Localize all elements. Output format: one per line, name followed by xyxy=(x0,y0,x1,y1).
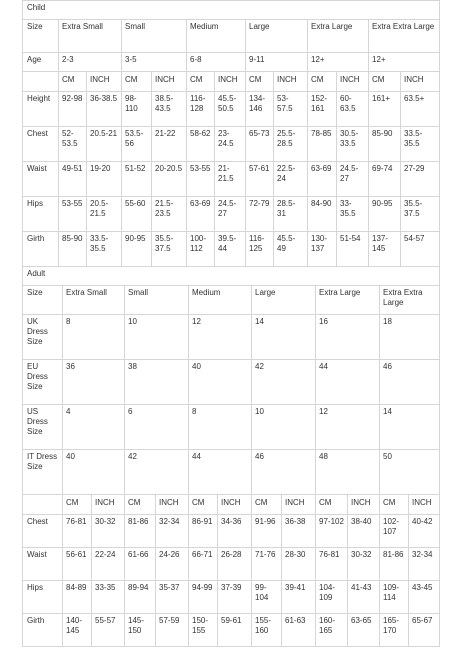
unit-inch: INCH xyxy=(92,495,125,515)
measure-value: 109-114 xyxy=(380,581,409,614)
measure-value: 85-90 xyxy=(369,127,401,162)
adult-measure-row xyxy=(23,581,440,614)
measure-value: 140-145 xyxy=(63,614,92,647)
measure-value: 55-57 xyxy=(92,614,125,647)
child-measure-row xyxy=(23,162,440,197)
measure-value: 69-74 xyxy=(369,162,401,197)
size-header: Small xyxy=(125,286,189,315)
age-cell: 9-11 xyxy=(246,53,308,72)
child-measure-row xyxy=(23,127,440,162)
size-header: Extra Small xyxy=(59,20,122,53)
dress-size-value: 14 xyxy=(252,315,316,360)
measure-value: 78-85 xyxy=(308,127,337,162)
dress-size-label: UK Dress Size xyxy=(23,315,63,360)
measure-value: 86-91 xyxy=(189,515,218,548)
unit-inch: INCH xyxy=(337,72,369,92)
child-measure-row xyxy=(23,92,440,127)
size-label: Size xyxy=(23,20,59,53)
measure-value: 53-57.5 xyxy=(274,92,308,127)
measure-label: Chest xyxy=(23,515,63,548)
measure-value: 165-170 xyxy=(380,614,409,647)
measure-value: 49-51 xyxy=(59,162,87,197)
measure-value: 81-86 xyxy=(380,548,409,581)
measure-label: Waist xyxy=(23,548,63,581)
child-measure-row xyxy=(23,232,440,267)
child-size-table xyxy=(22,0,440,267)
measure-value: 51-54 xyxy=(337,232,369,267)
measure-value: 36-38 xyxy=(282,515,316,548)
measure-value: 76-81 xyxy=(63,515,92,548)
unit-cm: CM xyxy=(380,495,409,515)
measure-value: 32-34 xyxy=(409,548,440,581)
dress-size-value: 50 xyxy=(380,450,440,495)
unit-cm: CM xyxy=(59,72,87,92)
measure-value: 99-104 xyxy=(252,581,282,614)
measure-value: 57-61 xyxy=(246,162,274,197)
dress-size-value: 12 xyxy=(316,405,380,450)
unit-inch: INCH xyxy=(87,72,122,92)
measure-value: 20.5-21.5 xyxy=(87,197,122,232)
measure-value: 22-24 xyxy=(92,548,125,581)
measure-value: 39-41 xyxy=(282,581,316,614)
measure-value: 155-160 xyxy=(252,614,282,647)
adult-size-table xyxy=(22,266,440,647)
measure-value: 61-66 xyxy=(125,548,156,581)
measure-value: 97-102 xyxy=(316,515,348,548)
measure-value: 66-71 xyxy=(189,548,218,581)
age-cell: 6-8 xyxy=(187,53,246,72)
measure-value: 55-60 xyxy=(122,197,152,232)
measure-label: Height xyxy=(23,92,59,127)
measure-value: 54-57 xyxy=(401,232,440,267)
size-header: Medium xyxy=(187,20,246,53)
measure-value: 34-36 xyxy=(218,515,252,548)
measure-value: 53-55 xyxy=(187,162,215,197)
unit-cm: CM xyxy=(125,495,156,515)
size-header: Extra Large xyxy=(316,286,380,315)
dress-size-value: 42 xyxy=(125,450,189,495)
measure-value: 65-73 xyxy=(246,127,274,162)
measure-value: 145-150 xyxy=(125,614,156,647)
unit-cm: CM xyxy=(189,495,218,515)
unit-inch: INCH xyxy=(274,72,308,92)
dress-size-value: 16 xyxy=(316,315,380,360)
adult-unit-row xyxy=(23,495,440,515)
measure-value: 22.5-24 xyxy=(274,162,308,197)
size-header: Extra Large xyxy=(308,20,369,53)
measure-value: 51-52 xyxy=(122,162,152,197)
adult-measure-row xyxy=(23,614,440,647)
measure-value: 53.5-56 xyxy=(122,127,152,162)
measure-value: 30-32 xyxy=(92,515,125,548)
measure-value: 81-86 xyxy=(125,515,156,548)
unit-cm: CM xyxy=(122,72,152,92)
measure-value: 137-145 xyxy=(369,232,401,267)
measure-value: 35-37 xyxy=(156,581,189,614)
measure-value: 104-109 xyxy=(316,581,348,614)
size-chart xyxy=(22,0,439,647)
measure-value: 33-35.5 xyxy=(337,197,369,232)
dress-size-value: 46 xyxy=(252,450,316,495)
measure-value: 30.5-33.5 xyxy=(337,127,369,162)
age-cell: 3-5 xyxy=(122,53,187,72)
dress-size-label: US Dress Size xyxy=(23,405,63,450)
measure-value: 150-155 xyxy=(189,614,218,647)
measure-value: 38-40 xyxy=(348,515,380,548)
measure-value: 90-95 xyxy=(369,197,401,232)
size-header: Large xyxy=(246,20,308,53)
unit-inch: INCH xyxy=(152,72,187,92)
dress-size-value: 36 xyxy=(63,360,125,405)
measure-value: 21.5-23.5 xyxy=(152,197,187,232)
age-label: Age xyxy=(23,53,59,72)
measure-value: 43-45 xyxy=(409,581,440,614)
measure-value: 21-21.5 xyxy=(215,162,246,197)
measure-value: 28.5-31 xyxy=(274,197,308,232)
measure-value: 76-81 xyxy=(316,548,348,581)
size-header: Extra Extra Large xyxy=(380,286,440,315)
measure-value: 100-112 xyxy=(187,232,215,267)
measure-value: 28-30 xyxy=(282,548,316,581)
age-cell: 2-3 xyxy=(59,53,122,72)
unit-cm: CM xyxy=(252,495,282,515)
adult-measure-row xyxy=(23,548,440,581)
measure-value: 35.5-37.5 xyxy=(401,197,440,232)
unit-cm: CM xyxy=(187,72,215,92)
age-cell: 12+ xyxy=(369,53,440,72)
unit-inch: INCH xyxy=(156,495,189,515)
measure-value: 60-63.5 xyxy=(337,92,369,127)
measure-value: 71-76 xyxy=(252,548,282,581)
dress-size-label: EU Dress Size xyxy=(23,360,63,405)
dress-size-value: 4 xyxy=(63,405,125,450)
measure-value: 65-67 xyxy=(409,614,440,647)
measure-value: 30-32 xyxy=(348,548,380,581)
measure-value: 45.5-49 xyxy=(274,232,308,267)
dress-size-value: 14 xyxy=(380,405,440,450)
measure-value: 23-24.5 xyxy=(215,127,246,162)
dress-size-row xyxy=(23,450,440,495)
measure-value: 40-42 xyxy=(409,515,440,548)
unit-cm: CM xyxy=(308,72,337,92)
measure-value: 63-69 xyxy=(308,162,337,197)
dress-size-value: 18 xyxy=(380,315,440,360)
measure-value: 36-38.5 xyxy=(87,92,122,127)
dress-size-value: 48 xyxy=(316,450,380,495)
unit-inch: INCH xyxy=(215,72,246,92)
measure-value: 25.5-28.5 xyxy=(274,127,308,162)
measure-value: 20.5-21 xyxy=(87,127,122,162)
measure-value: 53-55 xyxy=(59,197,87,232)
measure-value: 35.5-37.5 xyxy=(152,232,187,267)
measure-value: 37-39 xyxy=(218,581,252,614)
measure-value: 27-29 xyxy=(401,162,440,197)
unit-inch: INCH xyxy=(348,495,380,515)
measure-label: Hips xyxy=(23,197,59,232)
child-measure-row xyxy=(23,197,440,232)
dress-size-row xyxy=(23,360,440,405)
measure-value: 160-165 xyxy=(316,614,348,647)
measure-value: 33-35 xyxy=(92,581,125,614)
unit-inch: INCH xyxy=(218,495,252,515)
size-header: Small xyxy=(122,20,187,53)
dress-size-row xyxy=(23,405,440,450)
measure-value: 58-62 xyxy=(187,127,215,162)
measure-value: 26-28 xyxy=(218,548,252,581)
measure-value: 90-95 xyxy=(122,232,152,267)
age-cell: 12+ xyxy=(308,53,369,72)
unit-cm: CM xyxy=(246,72,274,92)
measure-value: 63-69 xyxy=(187,197,215,232)
measure-value: 56-61 xyxy=(63,548,92,581)
measure-value: 63-65 xyxy=(348,614,380,647)
measure-label: Girth xyxy=(23,614,63,647)
dress-size-value: 10 xyxy=(125,315,189,360)
measure-value: 33.5-35.5 xyxy=(401,127,440,162)
dress-size-value: 8 xyxy=(63,315,125,360)
unit-cm: CM xyxy=(316,495,348,515)
measure-value: 45.5-50.5 xyxy=(215,92,246,127)
measure-value: 85-90 xyxy=(59,232,87,267)
measure-value: 116-128 xyxy=(187,92,215,127)
size-header: Extra Small xyxy=(63,286,125,315)
dress-size-value: 44 xyxy=(189,450,252,495)
measure-label: Hips xyxy=(23,581,63,614)
measure-value: 72-79 xyxy=(246,197,274,232)
dress-size-label: IT Dress Size xyxy=(23,450,63,495)
measure-value: 89-94 xyxy=(125,581,156,614)
measure-value: 61-63 xyxy=(282,614,316,647)
measure-value: 52-53.5 xyxy=(59,127,87,162)
measure-value: 161+ xyxy=(369,92,401,127)
measure-value: 24.5-27 xyxy=(337,162,369,197)
size-label: Size xyxy=(23,286,63,315)
measure-value: 19-20 xyxy=(87,162,122,197)
unit-inch: INCH xyxy=(401,72,440,92)
measure-value: 134-146 xyxy=(246,92,274,127)
measure-value: 130-137 xyxy=(308,232,337,267)
unit-blank xyxy=(23,495,63,515)
dress-size-value: 40 xyxy=(63,450,125,495)
dress-size-value: 40 xyxy=(189,360,252,405)
adult-measure-row xyxy=(23,515,440,548)
measure-value: 98-110 xyxy=(122,92,152,127)
unit-cm: CM xyxy=(63,495,92,515)
measure-label: Waist xyxy=(23,162,59,197)
unit-inch: INCH xyxy=(409,495,440,515)
measure-value: 94-99 xyxy=(189,581,218,614)
dress-size-value: 12 xyxy=(189,315,252,360)
measure-value: 24.5-27 xyxy=(215,197,246,232)
measure-label: Chest xyxy=(23,127,59,162)
measure-value: 152-161 xyxy=(308,92,337,127)
measure-label: Girth xyxy=(23,232,59,267)
measure-value: 24-26 xyxy=(156,548,189,581)
unit-blank xyxy=(23,72,59,92)
measure-value: 32-34 xyxy=(156,515,189,548)
measure-value: 92-98 xyxy=(59,92,87,127)
dress-size-value: 6 xyxy=(125,405,189,450)
measure-value: 33.5-35.5 xyxy=(87,232,122,267)
measure-value: 84-90 xyxy=(308,197,337,232)
measure-value: 57-59 xyxy=(156,614,189,647)
size-header: Extra Extra Large xyxy=(369,20,440,53)
measure-value: 63.5+ xyxy=(401,92,440,127)
unit-cm: CM xyxy=(369,72,401,92)
dress-size-value: 42 xyxy=(252,360,316,405)
measure-value: 116-125 xyxy=(246,232,274,267)
dress-size-value: 38 xyxy=(125,360,189,405)
measure-value: 21-22 xyxy=(152,127,187,162)
measure-value: 84-89 xyxy=(63,581,92,614)
dress-size-value: 46 xyxy=(380,360,440,405)
dress-size-row xyxy=(23,315,440,360)
measure-value: 20-20.5 xyxy=(152,162,187,197)
unit-inch: INCH xyxy=(282,495,316,515)
size-header: Large xyxy=(252,286,316,315)
dress-size-value: 44 xyxy=(316,360,380,405)
dress-size-value: 8 xyxy=(189,405,252,450)
measure-value: 38.5-43.5 xyxy=(152,92,187,127)
child-section-title: Child xyxy=(23,1,440,20)
size-header: Medium xyxy=(189,286,252,315)
measure-value: 39.5-44 xyxy=(215,232,246,267)
measure-value: 59-61 xyxy=(218,614,252,647)
measure-value: 102-107 xyxy=(380,515,409,548)
dress-size-value: 10 xyxy=(252,405,316,450)
measure-value: 41-43 xyxy=(348,581,380,614)
adult-section-title: Adult xyxy=(23,267,440,286)
measure-value: 91-96 xyxy=(252,515,282,548)
